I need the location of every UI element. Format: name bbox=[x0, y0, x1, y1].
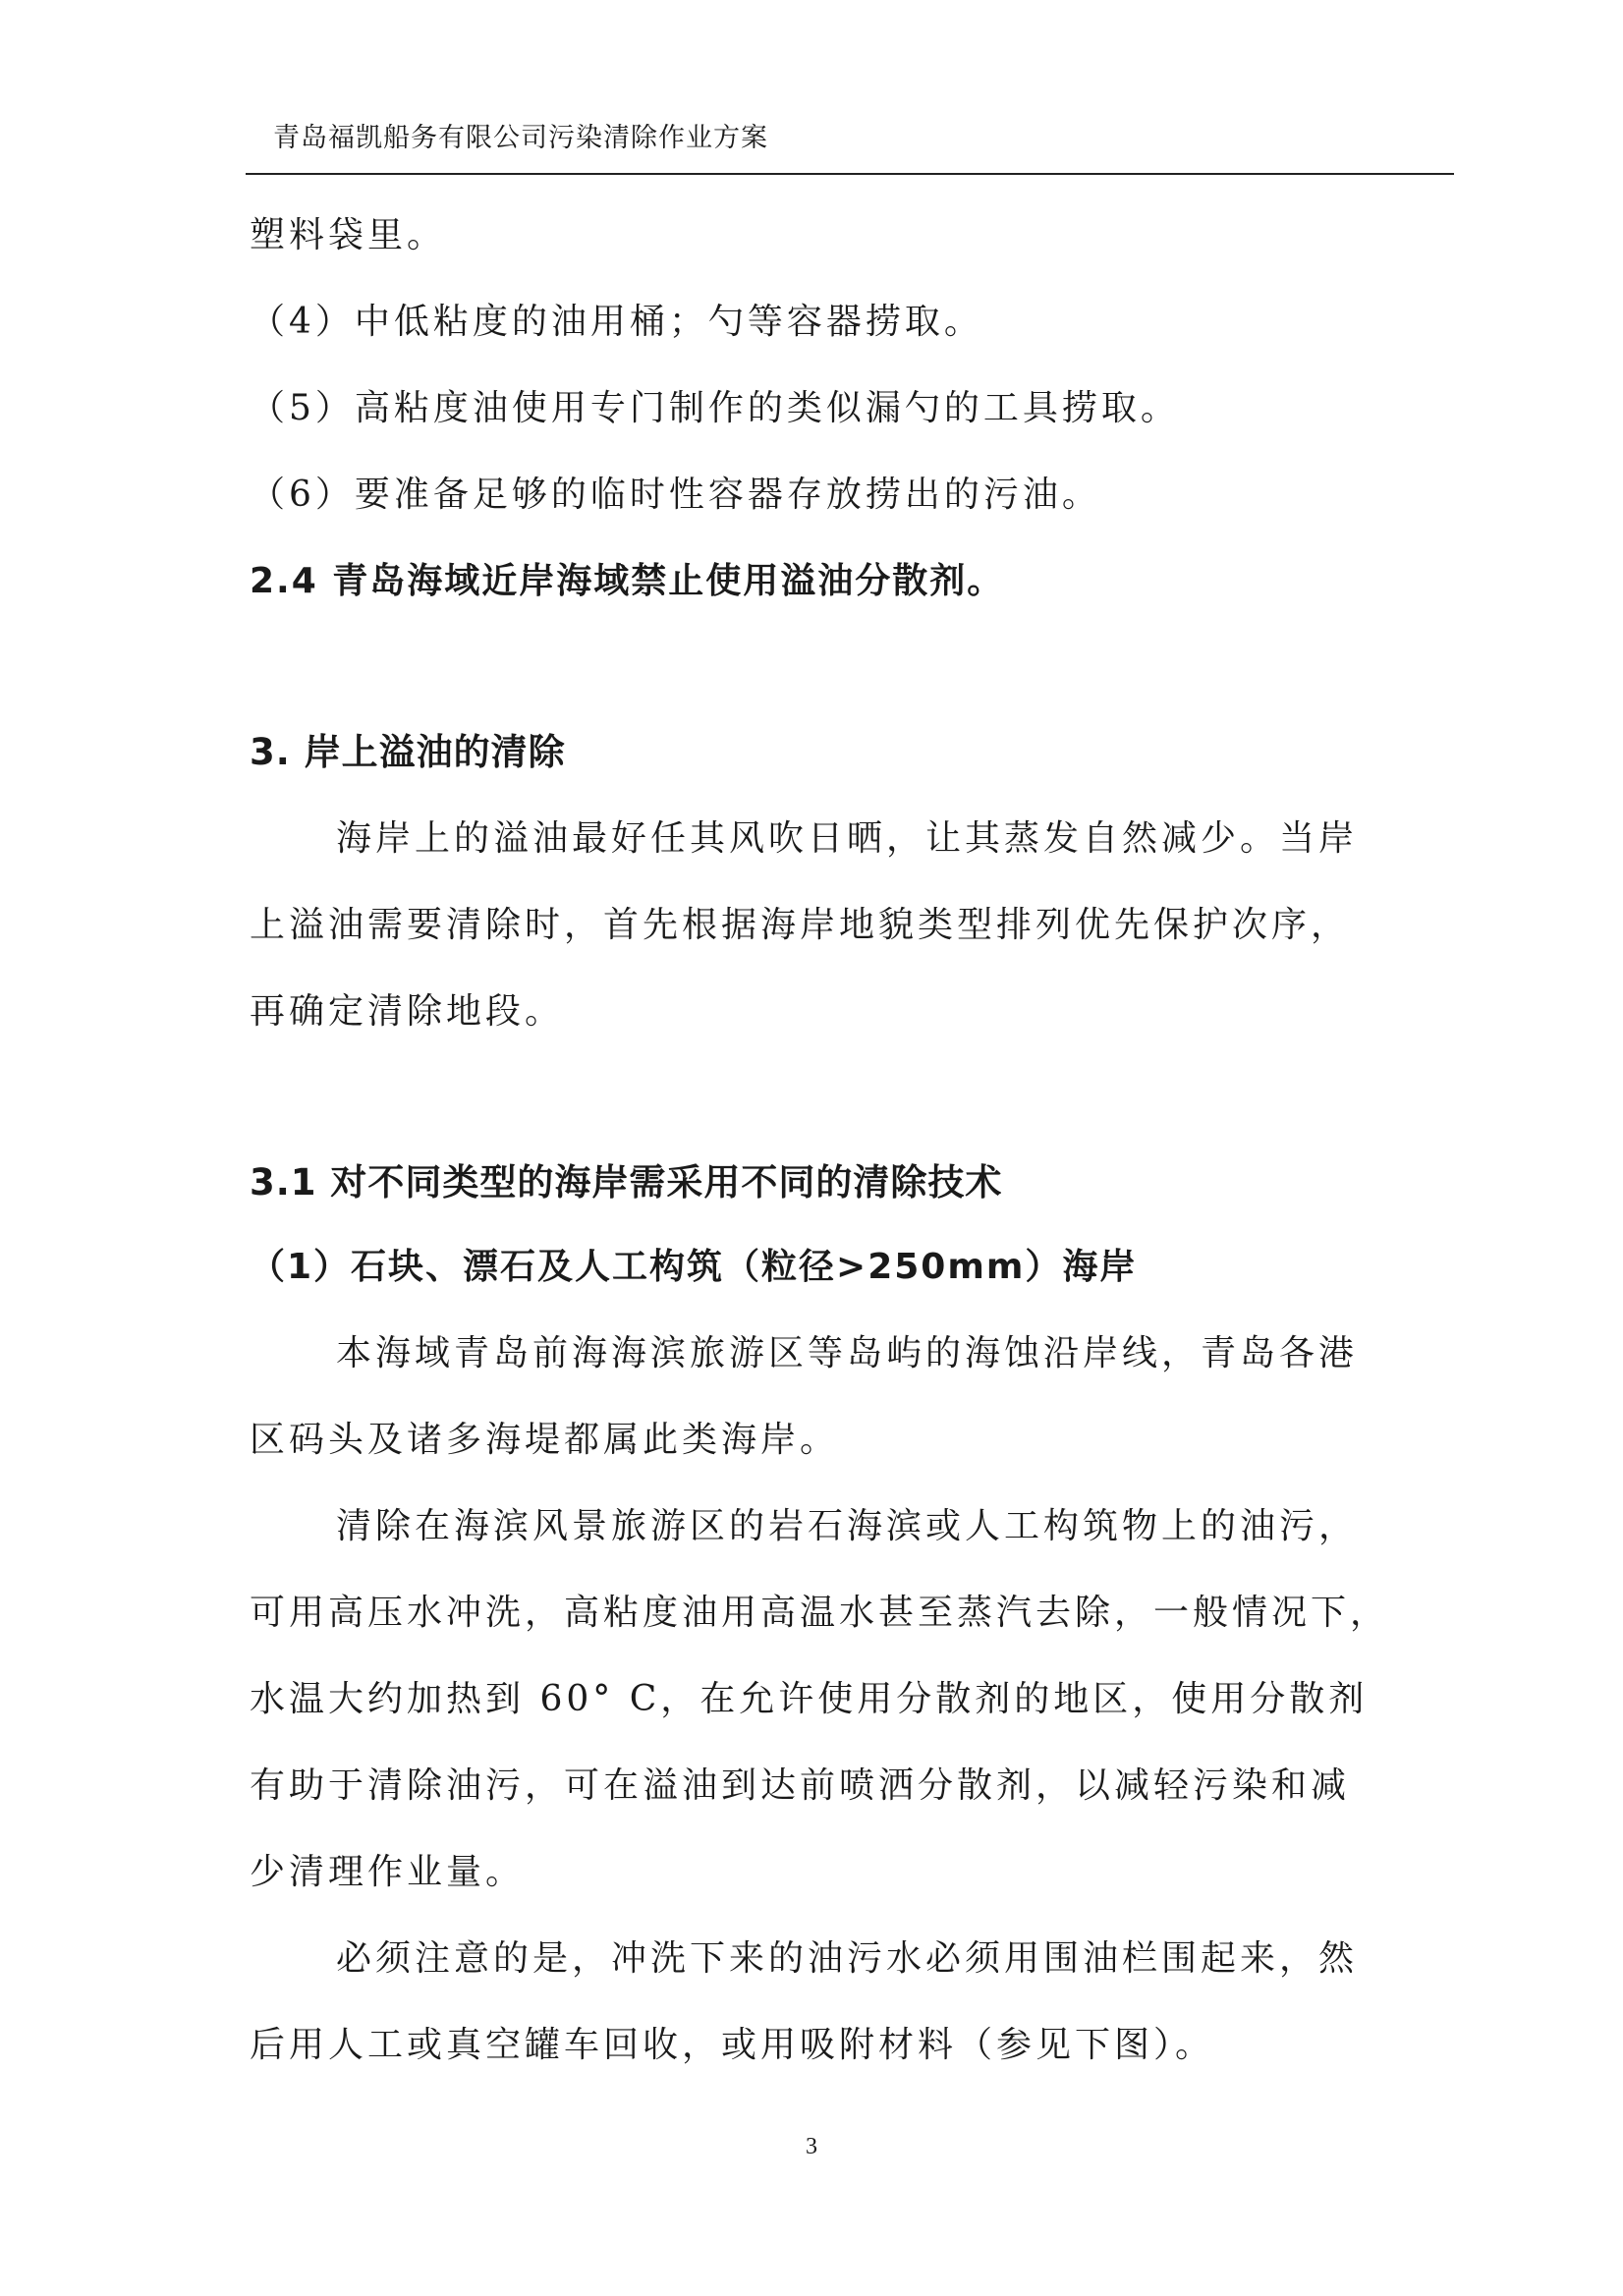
paragraph-line: 必须注意的是，冲洗下来的油污水必须用围油栏围起来，然 bbox=[336, 1938, 1359, 1979]
page-header bbox=[246, 108, 1454, 175]
paragraph-line: 本海域青岛前海海滨旅游区等岛屿的海蚀沿岸线，青岛各港 bbox=[336, 1333, 1359, 1373]
subsection-1-heading: （1）石块、漂石及人工构筑（粒径>250mm）海岸 bbox=[250, 1247, 1138, 1287]
paragraph-line: 有助于清除油污，可在溢油到达前喷洒分散剂，以减轻污染和减 bbox=[250, 1765, 1351, 1806]
paragraph-line: 少清理作业量。 bbox=[250, 1852, 526, 1892]
paragraph-line: 水温大约加热到 60° C，在允许使用分散剂的地区，使用分散剂 bbox=[250, 1679, 1369, 1719]
list-item: （6）要准备足够的临时性容器存放捞出的污油。 bbox=[250, 475, 1101, 515]
paragraph-line: 清除在海滨风景旅游区的岩石海滨或人工构筑物上的油污， bbox=[336, 1506, 1359, 1546]
list-item: （5）高粘度油使用专门制作的类似漏勺的工具捞取。 bbox=[250, 388, 1180, 428]
section-2-4-heading: 2.4 青岛海域近岸海域禁止使用溢油分散剂。 bbox=[250, 561, 1005, 601]
paragraph-line: 上溢油需要清除时，首先根据海岸地貌类型排列优先保护次序， bbox=[250, 905, 1351, 945]
section-3-1-heading: 3.1 对不同类型的海岸需采用不同的清除技术 bbox=[250, 1161, 1003, 1204]
section-3-heading: 3. 岸上溢油的清除 bbox=[250, 731, 566, 773]
paragraph-line: 再确定清除地段。 bbox=[250, 991, 565, 1032]
paragraph-line: 区码头及诸多海堤都属此类海岸。 bbox=[250, 1420, 840, 1460]
paragraph-line: 后用人工或真空罐车回收，或用吸附材料（参见下图）。 bbox=[250, 2025, 1215, 2065]
page-number: 3 bbox=[806, 2134, 817, 2159]
header-title: 青岛福凯船务有限公司污染清除作业方案 bbox=[273, 123, 768, 153]
paragraph-line: 海岸上的溢油最好任其风吹日晒，让其蒸发自然减少。当岸 bbox=[336, 818, 1359, 859]
paragraph-line: 可用高压水冲洗，高粘度油用高温水甚至蒸汽去除，一般情况下， bbox=[250, 1593, 1390, 1633]
body-line: 塑料袋里。 bbox=[250, 215, 447, 255]
list-item: （4）中低粘度的油用桶；勺等容器捞取。 bbox=[250, 302, 983, 342]
